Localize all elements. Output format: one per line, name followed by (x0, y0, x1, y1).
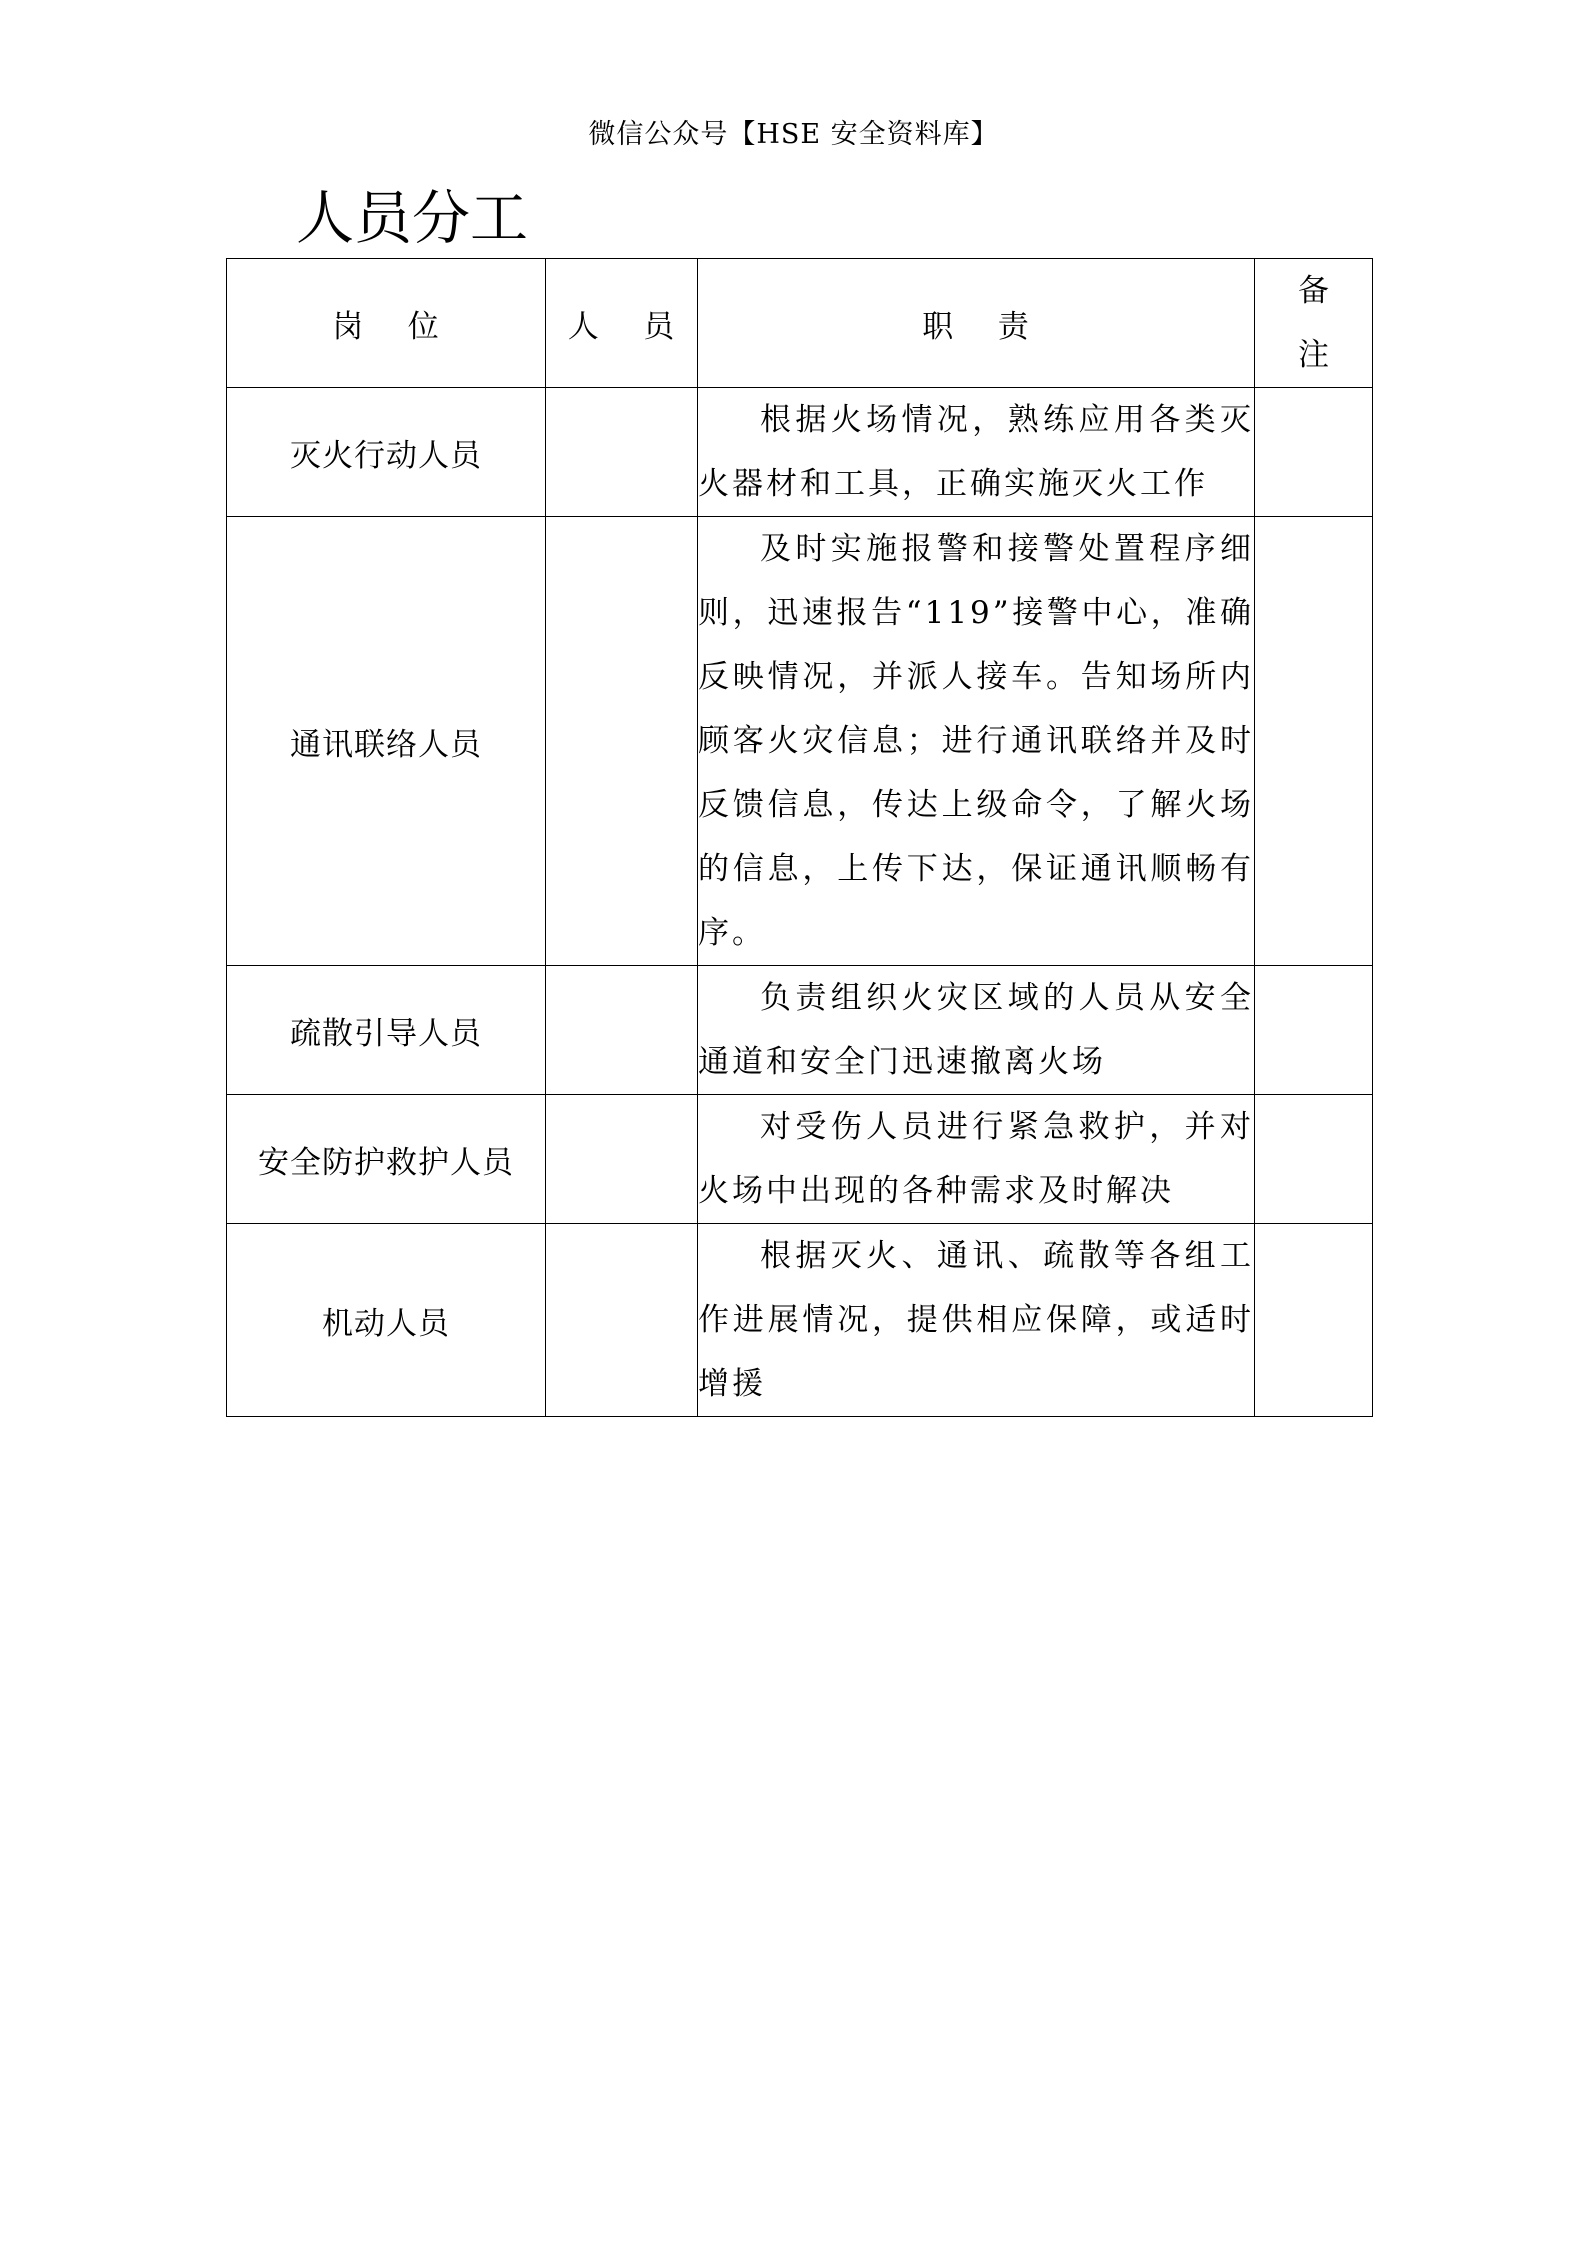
column-header-remark-label: 备注 (1298, 273, 1329, 373)
table-row (227, 1095, 1373, 1224)
document-header: 微信公众号【HSE 安全资料库】 (588, 119, 999, 150)
column-header-post: 岗 位 (227, 259, 546, 388)
person-cell (546, 388, 698, 517)
post-cell: 机动人员 (227, 1224, 546, 1417)
remark-cell (1255, 966, 1373, 1095)
duty-cell (698, 1224, 1255, 1417)
column-header-duty: 职 责 (698, 259, 1255, 388)
post-cell: 通讯联络人员 (227, 517, 546, 966)
duty-cell (698, 966, 1255, 1095)
column-header-remark (1255, 259, 1373, 388)
person-cell (546, 1224, 698, 1417)
column-header-person: 人 员 (546, 259, 698, 388)
duty-cell (698, 388, 1255, 517)
duty-cell (698, 1095, 1255, 1224)
duty-text: 负责组织火灾区域的人员从安全通道和安全门迅速撤离火场 (698, 980, 1254, 1080)
duty-text: 根据火场情况，熟练应用各类灭火器材和工具，正确实施灭火工作 (698, 402, 1254, 502)
person-cell (546, 517, 698, 966)
table-row (227, 1224, 1373, 1417)
remark-cell (1255, 517, 1373, 966)
duty-cell (698, 517, 1255, 966)
section-title: 人员分工 (296, 184, 529, 252)
duty-text: 及时实施报警和接警处置程序细则，迅速报告“119”接警中心，准确反映情况，并派人接车。告知场所内顾客火灾信息；进行通讯联络并及时反馈信息，传达上级命令，了解火场的信息，上传下达，保证通讯顺畅有序。 (698, 531, 1254, 951)
table-row (227, 966, 1373, 1095)
post-cell: 安全防护救护人员 (227, 1095, 546, 1224)
table-row (227, 388, 1373, 517)
person-cell (546, 966, 698, 1095)
person-cell (546, 1095, 698, 1224)
table-row (227, 517, 1373, 966)
duty-assignment-table (226, 258, 1373, 1417)
remark-cell (1255, 1224, 1373, 1417)
remark-cell (1255, 388, 1373, 517)
post-cell: 疏散引导人员 (227, 966, 546, 1095)
duty-text: 对受伤人员进行紧急救护，并对火场中出现的各种需求及时解决 (698, 1109, 1254, 1209)
post-cell: 灭火行动人员 (227, 388, 546, 517)
table-header-row (227, 259, 1373, 388)
duty-text: 根据灭火、通讯、疏散等各组工作进展情况，提供相应保障，或适时增援 (698, 1238, 1254, 1402)
remark-cell (1255, 1095, 1373, 1224)
